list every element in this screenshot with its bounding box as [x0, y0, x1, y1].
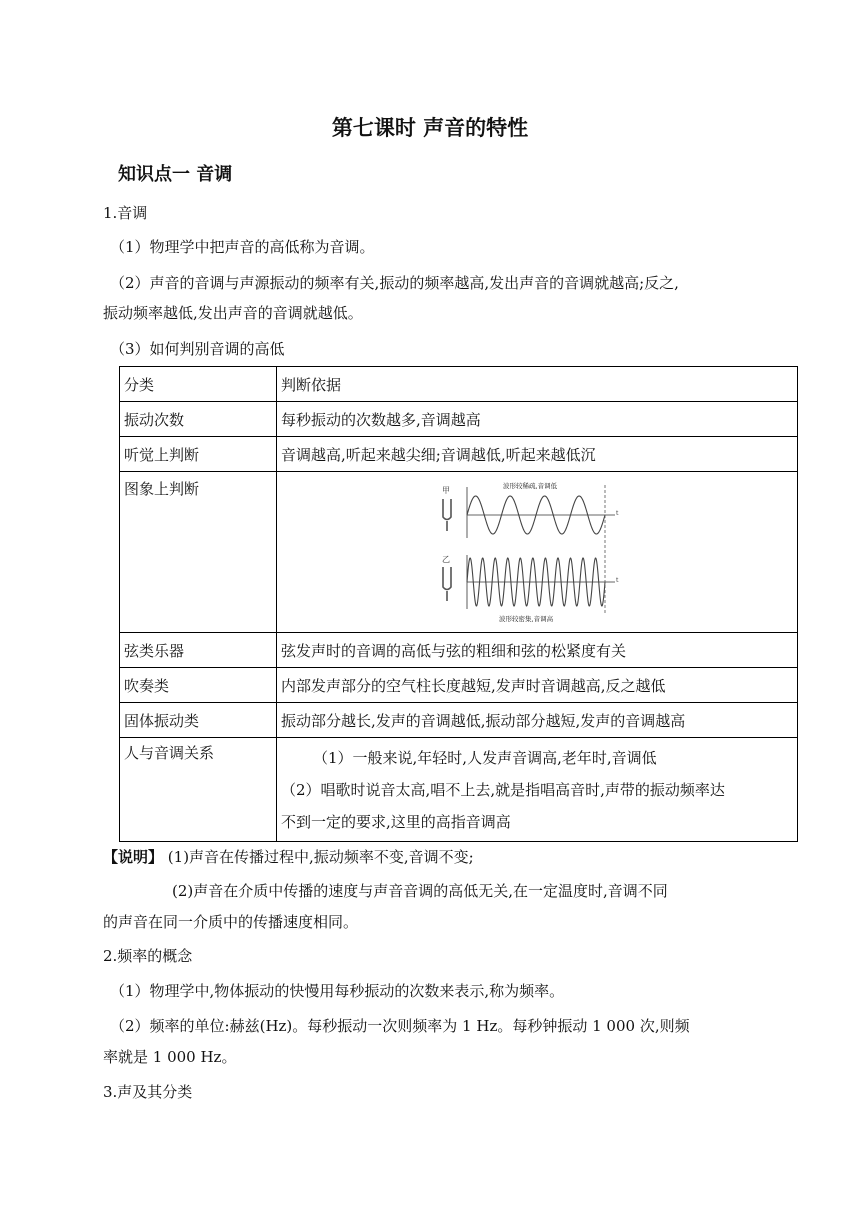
table-cell: 振动次数	[120, 402, 277, 437]
table-row	[120, 738, 798, 842]
note-text: (1)声音在传播过程中,振动频率不变,音调不变;	[167, 848, 474, 866]
table-cell: 固体振动类	[120, 703, 277, 738]
table-cell: 弦类乐器	[120, 633, 277, 668]
table-row	[120, 668, 798, 703]
point2-item2-a: （2）频率的单位:赫兹(Hz)。每秒振动一次则频率为 1 Hz。每秒钟振动 1 000 次,则频	[110, 1017, 690, 1035]
note-tag: 【说明】	[103, 848, 164, 866]
page-title: 第七课时 声音的特性	[331, 116, 529, 140]
point1-item2-b: 振动频率越低,发出声音的音调就越低。	[103, 304, 363, 322]
table-row	[120, 402, 798, 437]
table-cell: 音调越高,听起来越尖细;音调越低,听起来越低沉	[277, 437, 798, 472]
axis-t-top: t	[616, 510, 619, 517]
table-cell-line: （1）一般来说,年轻时,人发声音调高,老年时,音调低	[313, 749, 657, 767]
table-cell-line: （2）唱歌时说音太高,唱不上去,就是指唱高音时,声带的振动频率达	[281, 781, 725, 799]
section-heading: 知识点一 音调	[118, 164, 233, 185]
table-row	[120, 703, 798, 738]
table-row	[120, 472, 798, 633]
point2-heading: 2.频率的概念	[103, 947, 193, 965]
note-line2: (2)声音在介质中传播的速度与声音音调的高低无关,在一定温度时,音调不同	[172, 882, 668, 900]
fork-label-bottom: 乙	[442, 555, 450, 564]
table-cell	[277, 738, 798, 842]
table-cell: 听觉上判断	[120, 437, 277, 472]
table-cell: 判断依据	[277, 367, 798, 402]
table-row	[120, 437, 798, 472]
fork-label-top: 甲	[442, 486, 450, 495]
table-cell: 分类	[120, 367, 277, 402]
table-cell-line: 不到一定的要求,这里的高指音调高	[281, 813, 511, 831]
table-cell: 图象上判断	[120, 472, 277, 633]
point1-heading: 1.音调	[103, 204, 148, 222]
note-line3: 的声音在同一介质中的传播速度相同。	[103, 913, 359, 931]
table-cell: 振动部分越长,发声的音调越低,振动部分越短,发声的音调越高	[277, 703, 798, 738]
table-cell: 每秒振动的次数越多,音调越高	[277, 402, 798, 437]
waveform-figure	[437, 475, 637, 625]
point3-heading: 3.声及其分类	[103, 1083, 193, 1101]
waveform-figure-cell	[277, 472, 798, 633]
tuning-fork-icon	[443, 499, 451, 531]
point1-item2-a: （2）声音的音调与声源振动的频率有关,振动的频率越高,发出声音的音调就越高;反之,	[110, 274, 679, 292]
note-line1	[103, 846, 474, 868]
caption-bottom: 波形较密集,音调高	[499, 615, 554, 623]
table-cell: 吹奏类	[120, 668, 277, 703]
table-cell: 弦发声时的音调的高低与弦的粗细和弦的松紧度有关	[277, 633, 798, 668]
point2-item1: （1）物理学中,物体振动的快慢用每秒振动的次数来表示,称为频率。	[110, 982, 565, 1000]
point1-item1: （1）物理学中把声音的高低称为音调。	[110, 238, 375, 256]
point2-item2-b: 率就是 1 000 Hz。	[103, 1048, 237, 1066]
point1-item3: （3）如何判别音调的高低	[110, 340, 285, 358]
table-header-row	[120, 367, 798, 402]
pitch-table	[119, 366, 798, 842]
tuning-fork-icon	[443, 567, 451, 601]
axis-t-bottom: t	[616, 577, 619, 584]
table-cell: 内部发声部分的空气柱长度越短,发声时音调越高,反之越低	[277, 668, 798, 703]
table-cell: 人与音调关系	[120, 738, 277, 842]
table-row	[120, 633, 798, 668]
caption-top: 波形较稀疏,音调低	[503, 482, 558, 490]
